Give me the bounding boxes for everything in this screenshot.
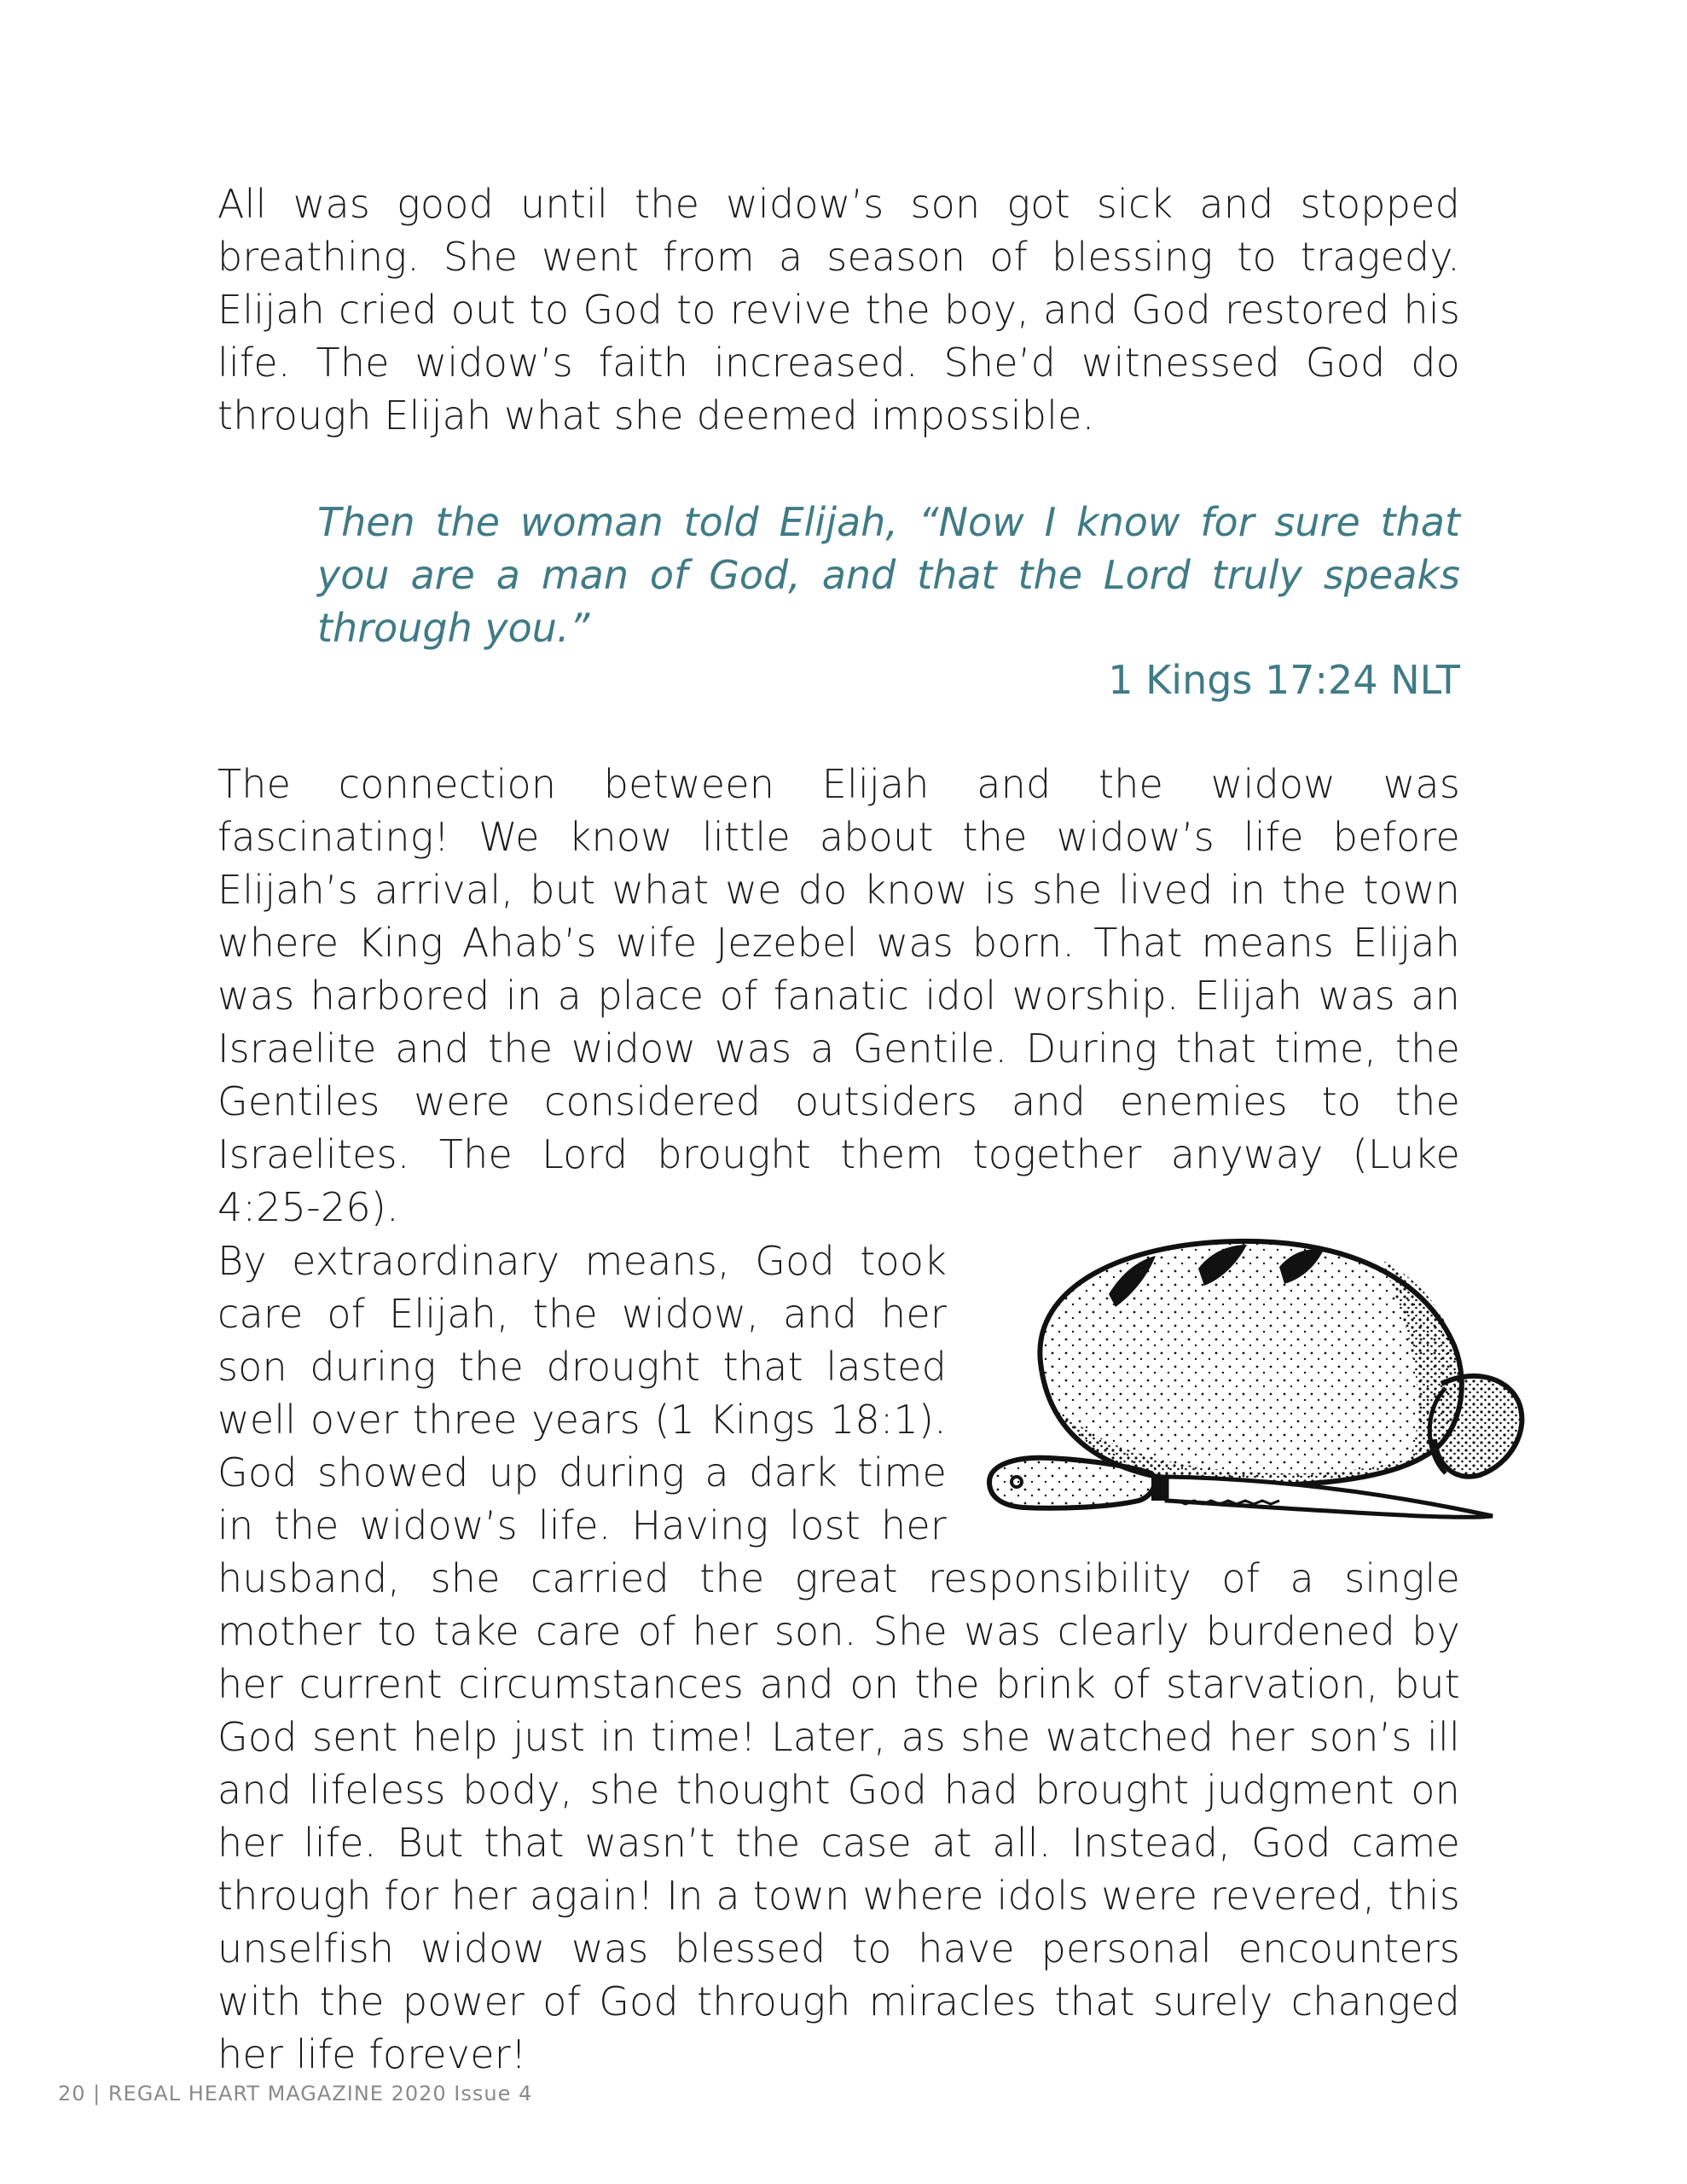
paragraph-god-took-care: By extraordinary means, God took care of Elijah, the widow, and her son during the drought that lasted well over three years (1 Kings 18:1). God showed up during a dark time in the widow’s life. Having lost her husband, she carried the great responsibility of a single mother to take care of her son. She was clearly burdened by her current circumstances and on the brink of starvation, but God sent help just in time! Later, as she watched her son’s ill and lifeless body, she thought God had brought judgment on her life. But that wasn’t the case at all. Instead, God came through for her again! In a town where idols were revered, this unselfish widow was blessed to have personal encounters with the power of God through miracles that surely changed her life forever!	[217, 1238, 1460, 2077]
paragraph-connection: The connection between Elijah and the widow was fascinating! We know little about the widow’s life before Elijah’s arrival, but what we do know is she lived in the town where King Ahab’s wife Jezebel was born. That means Elijah was harbored in a place of fanatic idol worship. Elijah was an Israelite and the widow was a Gentile. During that time, the Gentiles were considered outsiders and enemies to the Israelites. The Lord brought them together anyway (Luke 4:25-26).	[217, 761, 1460, 1230]
paragraph-widow-son: All was good until the widow’s son got sick and stopped breathing. She went from a season of blessing to tragedy. Elijah cried out to God to revive the boy, and God restored his life. The widow’s faith increased. She’d witnessed God do through Elijah what she deemed impossible.	[217, 181, 1460, 439]
bread-loaf-with-knife-icon	[981, 1226, 1544, 1542]
scripture-quote: Then the woman told Elijah, “Now I know for sure that you are a man of God, and that the Lord truly speaks through you.”	[317, 499, 1460, 651]
page-footer: 20 | REGAL HEART MAGAZINE 2020 Issue 4	[58, 2082, 533, 2106]
scripture-citation: 1 Kings 17:24 NLT	[1108, 657, 1460, 703]
paragraph-with-illustration	[217, 1234, 1460, 2081]
